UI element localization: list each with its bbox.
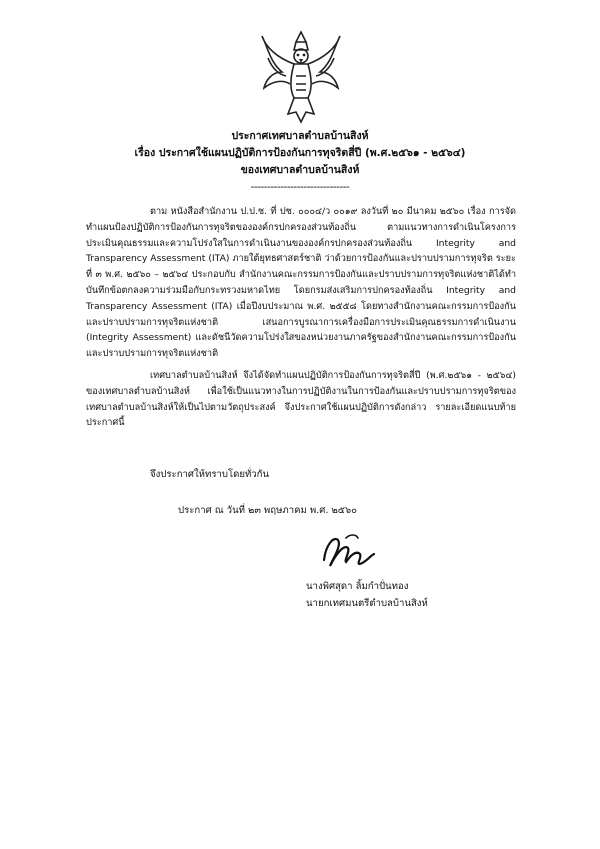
signer-block <box>300 578 520 612</box>
paragraph-1: ตาม หนังสือสำนักงาน ป.ป.ช. ที่ ปช. ๐๐๐๔/ว ๐๐๑๙ ลงวันที่ ๒๐ มีนาคม ๒๕๖๐ เรื่อง การจัดทำแผนป้องปฏิบัติการป้องกันการทุจริตขององค์กรปกครองส่วนท้องถิ่น ตามแนวทางการดำเนินโครงการประเมินคุณธรรมและความโปร่งใสในการดำเนินงานขององค์กรปกครองส่วนท้องถิ่น Integrity and Transparency Assessment (ITA) ภายใต้ยุทธศาสตร์ชาติ ว่าด้วยการป้องกันและปราบปรามการทุจริต ระยะที่ ๓ พ.ศ. ๒๕๖๐ – ๒๕๖๔ ประกอบกับ สำนักงานคณะกรรมการป้องกันและปราบปรามการทุจริตแห่งชาติได้ทำบันทึกข้อตกลงความร่วมมือกับกระทรวงมหาดไทย โดยกรมส่งเสริมการปกครองท้องถิ่น Integrity and Transparency Assessment (ITA) เมื่อปีงบประมาณ พ.ศ. ๒๕๕๘ โดยทางสำนักงานคณะกรรมการป้องกันและปราบปรามการทุจริตแห่งชาติ เสนอการบูรณาการเครื่องมือการประเมินคุณธรรมการดำเนินงาน (Integrity Assessment) และดัชนีวัดความโปร่งใสของหน่วยงานภาครัฐของสำนักงานคณะกรรมการป้องกันและปราบปรามการทุจริตแห่งชาติ <box>86 206 516 360</box>
announced-date: ประกาศ ณ วันที่ ๒๓ พฤษภาคม พ.ศ. ๒๕๖๐ <box>178 505 357 516</box>
title-line-3: ของเทศบาลตำบลบ้านสิงห์ <box>240 164 360 176</box>
announcement-body <box>86 204 516 431</box>
paragraph-2: เทศบาลตำบลบ้านสิงห์ จึงได้จัดทำแผนปฏิบัติการป้องกันการทุจริตสี่ปี (พ.ศ.๒๕๖๑ - ๒๕๖๔) ของเทศบาลตำบลบ้านสิงห์ เพื่อใช้เป็นแนวทางในการปฏิบัติงานในการป้องกันและปราบปรามการทุจริตของเทศบาลตำบลบ้านสิงห์ให้เป็นไปตามวัตถุประสงค์ จึงประกาศใช้แผนปฏิบัติการดังกล่าว รายละเอียดแนบท้ายประกาศนี้ <box>86 369 516 429</box>
separator-line: ------------------------------ <box>250 181 350 193</box>
garuda-emblem-icon <box>258 28 344 124</box>
signer-position: นายกเทศมนตรีตำบลบ้านสิงห์ <box>306 598 428 609</box>
announcement-heading <box>60 128 540 196</box>
title-line-2: เรื่อง ประกาศใช้แผนปฏิบัติการป้องกันการทุจริตสี่ปี (พ.ศ.๒๕๖๑ - ๒๕๖๔) <box>134 147 466 159</box>
title-line-1: ประกาศเทศบาลตำบลบ้านสิงห์ <box>231 130 369 142</box>
handwritten-signature-icon <box>316 530 380 574</box>
closing-statement: จึงประกาศให้ทราบโดยทั่วกัน <box>150 469 270 480</box>
signer-name: นางพิศสุดา ลิ้มกำปั่นทอง <box>306 581 409 592</box>
